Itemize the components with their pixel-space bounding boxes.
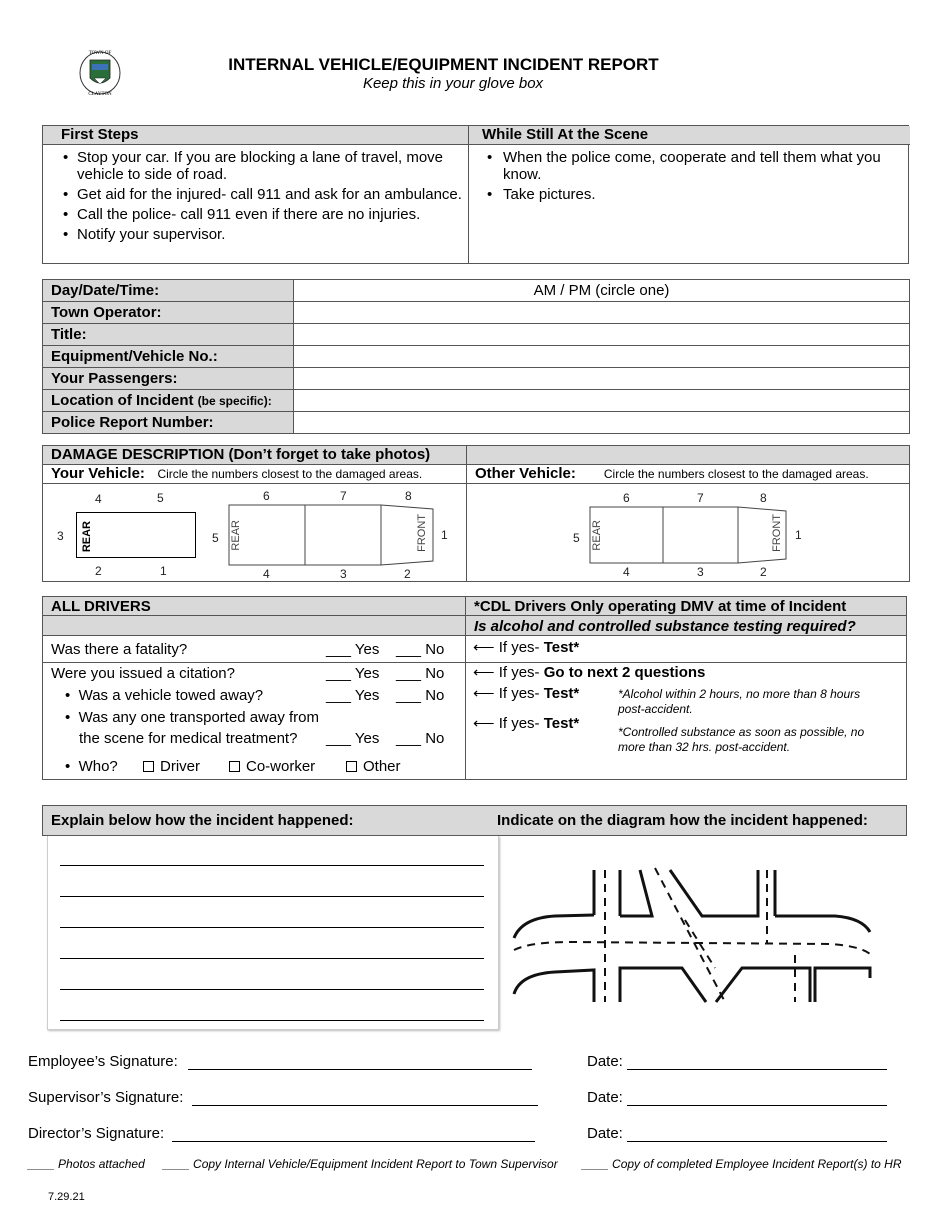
damage-number[interactable]: 3 [340, 567, 347, 581]
damage-number[interactable]: 4 [95, 492, 102, 506]
who-other-option[interactable] [346, 758, 401, 775]
write-line[interactable] [60, 958, 484, 959]
first-steps-heading: First Steps [43, 126, 468, 145]
damage-number[interactable]: 4 [623, 565, 630, 579]
go-next-text: Go to next 2 questions [543, 664, 706, 681]
other-vehicle-instruction: Circle the numbers closest to the damaged areas. [603, 467, 869, 481]
explain-heading: Explain below how the incident happened: [51, 812, 354, 829]
your-side-front-label: FRONT [416, 514, 428, 552]
other-vehicle-side-diagram [588, 505, 790, 565]
damage-heading: DAMAGE DESCRIPTION (Don’t forget to take photos) [43, 446, 466, 465]
supervisor-date-label: Date: [587, 1089, 623, 1106]
who-other-label: Other [363, 758, 401, 775]
who-label: Who? [78, 758, 118, 775]
driver-checkbox[interactable] [143, 761, 154, 772]
vehicle-no-label: Equipment/Vehicle No.: [43, 346, 294, 368]
damage-number[interactable]: 1 [441, 528, 448, 542]
incident-info-table [42, 279, 910, 434]
your-vehicle-label: Your Vehicle: [51, 465, 145, 482]
day-date-time-field[interactable]: AM / PM (circle one) [294, 280, 910, 302]
copy-report-label: Copy Internal Vehicle/Equipment Incident Report to Town Supervisor [193, 1157, 558, 1171]
who-coworker-option[interactable] [229, 758, 315, 775]
if-yes-text: If yes- [498, 639, 540, 656]
form-subtitle: Keep this in your glove box [362, 75, 544, 92]
who-coworker-label: Co-worker [246, 758, 316, 775]
other-checkbox[interactable] [346, 761, 357, 772]
fatality-question: Was there a fatality? [51, 641, 188, 658]
list-item: • Call the police- call 911 even if there are no injuries. [61, 206, 462, 223]
director-date-line[interactable] [627, 1141, 887, 1142]
damage-number[interactable]: 5 [157, 491, 164, 505]
your-vehicle-side-diagram [227, 503, 439, 567]
title-label: Title: [43, 324, 294, 346]
table-row [43, 324, 910, 346]
write-line[interactable] [60, 896, 484, 897]
damage-number[interactable]: 2 [95, 564, 102, 578]
citation-yes[interactable]: ___ Yes [326, 665, 380, 682]
explain-header [42, 805, 907, 836]
damage-number[interactable]: 3 [697, 565, 704, 579]
employee-signature-line[interactable] [188, 1069, 532, 1070]
test-text: Test* [543, 715, 580, 732]
damage-description-section [42, 445, 910, 582]
arrow-left-icon: ⟵ [473, 715, 495, 732]
damage-number[interactable]: 1 [795, 528, 802, 542]
your-vehicle-row [43, 465, 466, 484]
damage-number[interactable]: 3 [57, 529, 64, 543]
write-line[interactable] [60, 989, 484, 990]
intersection-diagram[interactable] [510, 860, 875, 1010]
your-vehicle-instruction: Circle the numbers closest to the damaged areas. [157, 467, 423, 481]
director-date-label: Date: [587, 1125, 623, 1142]
other-side-front-label: FRONT [771, 514, 783, 552]
table-row [43, 390, 910, 412]
logo-text-top: TOWN OF [88, 51, 112, 56]
supervisor-date-line[interactable] [627, 1105, 887, 1106]
location-label [43, 390, 294, 412]
location-field[interactable] [294, 390, 910, 412]
substance-note: *Controlled substance as soon as possible, no more than 32 hrs. post-accident. [618, 725, 865, 754]
who-driver-label: Driver [160, 758, 200, 775]
write-line[interactable] [60, 865, 484, 866]
arrow-left-icon: ⟵ [473, 685, 495, 702]
photos-label: Photos attached [58, 1157, 145, 1171]
drivers-divider [465, 597, 466, 779]
day-date-time-label: Day/Date/Time: [43, 280, 294, 302]
towed-no[interactable]: ___ No [396, 687, 445, 704]
damage-number[interactable]: 7 [697, 491, 704, 505]
damage-number[interactable]: 5 [573, 531, 580, 545]
who-driver-option[interactable] [143, 758, 200, 775]
transported-question: • Was any one transported away from [65, 709, 319, 726]
passengers-label: Your Passengers: [43, 368, 294, 390]
vehicle-no-field[interactable] [294, 346, 910, 368]
write-line[interactable] [60, 927, 484, 928]
citation-question: Were you issued a citation? [51, 665, 235, 682]
town-operator-field[interactable] [294, 302, 910, 324]
damage-number[interactable]: 5 [212, 531, 219, 545]
photos-attached-item[interactable] [28, 1157, 145, 1171]
if-yes-text: If yes- [498, 715, 540, 732]
damage-number[interactable]: 8 [760, 491, 767, 505]
your-small-rear-label: REAR [81, 521, 93, 553]
citation-no[interactable]: ___ No [396, 665, 445, 682]
employee-signature-label: Employee’s Signature: [28, 1053, 178, 1070]
at-scene-heading: While Still At the Scene [469, 126, 910, 145]
employee-date-label: Date: [587, 1053, 623, 1070]
write-line[interactable] [60, 1020, 484, 1021]
towed-question: • Was a vehicle towed away? [65, 687, 264, 704]
test-text: Test* [543, 639, 580, 656]
alcohol-note: *Alcohol within 2 hours, no more than 8 hours post-accident. [618, 687, 861, 716]
list-item: • Notify your supervisor. [61, 226, 462, 243]
copy-employee-label: Copy of completed Employee Incident Report(s) to HR [612, 1157, 902, 1171]
transported-question-cont: the scene for medical treatment? [79, 730, 298, 747]
first-steps-section [42, 125, 909, 264]
photos-blank[interactable]: ____ [28, 1157, 55, 1171]
copy-report-blank[interactable]: ____ [163, 1157, 190, 1171]
other-vehicle-row [467, 465, 909, 484]
cdl-heading: *CDL Drivers Only operating DMV at time of Incident [474, 598, 847, 615]
table-row [43, 346, 910, 368]
location-label-note: (be specific): [197, 394, 272, 408]
list-item: • When the police come, cooperate and tell them what you know. [485, 149, 904, 183]
fatality-followup [473, 638, 579, 656]
list-item: • Stop your car. If you are blocking a lane of travel, move vehicle to side of road. [61, 149, 462, 183]
copy-employee-blank[interactable]: ____ [582, 1157, 609, 1171]
copy-employee-item[interactable] [582, 1157, 902, 1171]
towed-followup [473, 684, 579, 702]
director-signature-line[interactable] [172, 1141, 535, 1142]
fatality-yes[interactable]: ___ Yes [326, 641, 380, 658]
police-report-field[interactable] [294, 412, 910, 434]
damage-number[interactable]: 6 [263, 489, 270, 503]
table-row [43, 412, 910, 434]
fatality-no[interactable]: ___ No [396, 641, 445, 658]
town-operator-label: Town Operator: [43, 302, 294, 324]
drivers-section [42, 596, 907, 780]
all-drivers-heading: ALL DRIVERS [51, 598, 151, 615]
title-field[interactable] [294, 324, 910, 346]
copy-report-item[interactable] [163, 1157, 558, 1171]
list-item: • Take pictures. [485, 186, 904, 203]
location-label-text: Location of Incident [51, 392, 194, 409]
if-yes-text: If yes- [498, 664, 540, 681]
coworker-checkbox[interactable] [229, 761, 240, 772]
damage-number[interactable]: 6 [623, 491, 630, 505]
damage-number[interactable]: 2 [404, 567, 411, 581]
supervisor-signature-label: Supervisor’s Signature: [28, 1089, 184, 1106]
logo-text-bottom: CLAYTON [88, 92, 112, 96]
if-yes-text: If yes- [498, 685, 540, 702]
supervisor-signature-line[interactable] [192, 1105, 538, 1106]
table-row [43, 280, 910, 302]
other-vehicle-label: Other Vehicle: [475, 465, 576, 482]
towed-question-text: Was a vehicle towed away? [78, 687, 264, 704]
damage-heading-blank [467, 446, 909, 465]
transported-followup [473, 714, 579, 732]
police-report-label: Police Report Number: [43, 412, 294, 434]
table-row [43, 302, 910, 324]
other-side-rear-label: REAR [591, 520, 603, 551]
your-side-rear-label: REAR [230, 520, 242, 551]
table-row [43, 368, 910, 390]
damage-number[interactable]: 1 [160, 564, 167, 578]
version-date: 7.29.21 [48, 1191, 85, 1203]
transported-yes[interactable]: ___ Yes [326, 730, 380, 747]
test-text: Test* [543, 685, 580, 702]
transported-no[interactable]: ___ No [396, 730, 445, 747]
damage-number[interactable]: 4 [263, 567, 270, 581]
list-item: • Get aid for the injured- call 911 and ask for an ambulance. [61, 186, 462, 203]
director-signature-label: Director’s Signature: [28, 1125, 165, 1142]
citation-followup [473, 663, 705, 681]
arrow-left-icon: ⟵ [473, 664, 495, 681]
towed-yes[interactable]: ___ Yes [326, 687, 380, 704]
damage-number[interactable]: 2 [760, 565, 767, 579]
passengers-field[interactable] [294, 368, 910, 390]
employee-date-line[interactable] [627, 1069, 887, 1070]
damage-number[interactable]: 7 [340, 489, 347, 503]
transported-question-text: Was any one transported away from [78, 709, 319, 726]
form-title: INTERNAL VEHICLE/EQUIPMENT INCIDENT REPORT [228, 55, 659, 74]
cdl-question: Is alcohol and controlled substance testing required? [474, 618, 856, 635]
who-row: • Who? [65, 758, 118, 775]
damage-number[interactable]: 8 [405, 489, 412, 503]
diagram-heading: Indicate on the diagram how the incident happened: [497, 812, 868, 829]
arrow-left-icon: ⟵ [473, 639, 495, 656]
your-vehicle-small-diagram [76, 512, 196, 558]
